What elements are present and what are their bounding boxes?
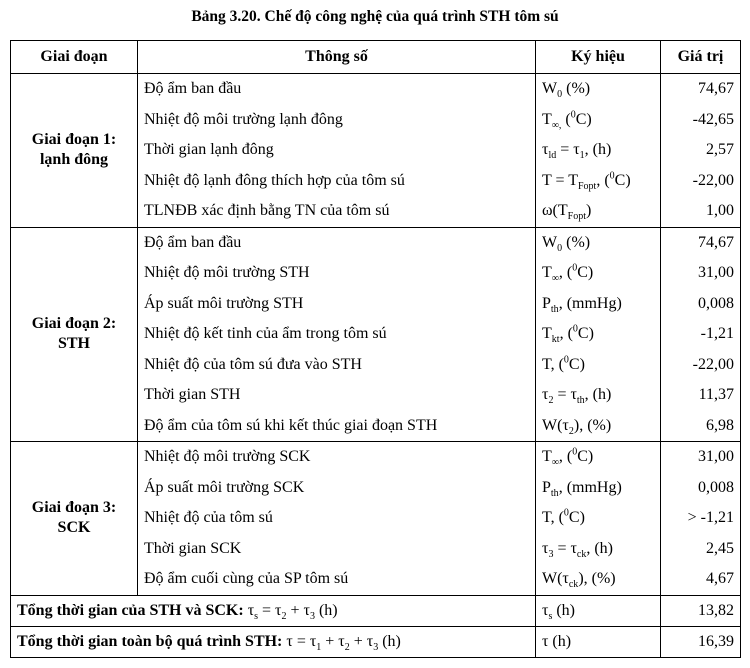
header-symbol: Ký hiệu (536, 41, 661, 74)
parameter-cell: Nhiệt độ môi trường STH (138, 258, 536, 289)
stage-label (11, 74, 138, 228)
total-row (11, 595, 741, 626)
value-cell: 2,45 (661, 534, 741, 565)
table-row (11, 74, 741, 105)
value-cell: 2,57 (661, 135, 741, 166)
stage-label-line2: SCK (57, 519, 91, 537)
header-value: Giá trị (661, 41, 741, 74)
symbol-cell: $\omega(T_{Fopt})$ (536, 196, 661, 227)
value-cell: 0,008 (661, 289, 741, 320)
parameter-cell: Độ ẩm của tôm sú khi kết thúc giai đoạn STH (138, 411, 536, 442)
symbol-cell: $P_{th}$, (mmHg) (536, 473, 661, 504)
symbol-cell: $\tau_3 = \tau_{ck}$, (h) (536, 534, 661, 565)
parameter-cell: Nhiệt độ môi trường SCK (138, 442, 536, 473)
value-cell: 4,67 (661, 564, 741, 595)
parameter-cell: Độ ẩm ban đầu (138, 74, 536, 105)
symbol-cell: $T_{\infty,}$ ($^0$C) (536, 105, 661, 136)
total-label (11, 595, 536, 626)
total-label-text: Tổng thời gian toàn bộ quá trình STH: (17, 632, 283, 650)
parameter-cell: Nhiệt độ lạnh đông thích hợp của tôm sú (138, 166, 536, 197)
header-stage: Giai đoạn (11, 41, 138, 74)
total-label-text: Tổng thời gian của STH và SCK: (17, 601, 244, 619)
value-cell: 13,82 (661, 595, 741, 626)
stage-label (11, 227, 138, 442)
value-cell: 74,67 (661, 227, 741, 258)
value-cell: -22,00 (661, 350, 741, 381)
parameter-cell: Độ ẩm cuối cùng của SP tôm sú (138, 564, 536, 595)
symbol-cell: $T_\infty$, ($^0$C) (536, 442, 661, 473)
table-row (11, 442, 741, 473)
stage-label (11, 442, 138, 596)
value-cell: 0,008 (661, 473, 741, 504)
value-cell: -42,65 (661, 105, 741, 136)
value-cell: > -1,21 (661, 503, 741, 534)
total-formula: $\tau = \tau_1 + \tau_2 + \tau_3$ (h) (282, 632, 401, 653)
symbol-cell: T, ($^0$C) (536, 350, 661, 381)
parameter-cell: Áp suất môi trường SCK (138, 473, 536, 504)
value-cell: 31,00 (661, 442, 741, 473)
symbol-cell: $W(\tau_2)$, (%) (536, 411, 661, 442)
symbol-cell: $\tau_{ld} = \tau_1$, (h) (536, 135, 661, 166)
value-cell: 1,00 (661, 196, 741, 227)
value-cell: 31,00 (661, 258, 741, 289)
parameter-cell: Nhiệt độ của tôm sú đưa vào STH (138, 350, 536, 381)
table-header-row (11, 41, 741, 74)
parameter-cell: Nhiệt độ kết tinh của ẩm trong tôm sú (138, 319, 536, 350)
total-formula: $\tau_s = \tau_2 + \tau_3$ (h) (243, 601, 338, 622)
parameter-cell: Nhiệt độ môi trường lạnh đông (138, 105, 536, 136)
symbol-cell: $P_{th}$, (mmHg) (536, 289, 661, 320)
process-parameters-table (10, 40, 741, 658)
stage-label-line1: Giai đoạn 1: (31, 131, 117, 149)
stage-label-line2: lạnh đông (39, 151, 109, 169)
stage-label-line2: STH (57, 335, 90, 353)
parameter-cell: TLNĐB xác định bằng TN của tôm sú (138, 196, 536, 227)
stage-label-line1: Giai đoạn 3: (31, 499, 117, 517)
value-cell: 74,67 (661, 74, 741, 105)
symbol-cell: $\tau_s$ (h) (536, 595, 661, 626)
symbol-cell: $W_0$ (%) (536, 227, 661, 258)
value-cell: 16,39 (661, 626, 741, 657)
value-cell: -22,00 (661, 166, 741, 197)
parameter-cell: Thời gian STH (138, 380, 536, 411)
value-cell: 11,37 (661, 380, 741, 411)
table-caption: Bảng 3.20. Chế độ công nghệ của quá trình STH tôm sú (191, 8, 559, 25)
symbol-cell: $T_{kt}$, ($^0$C) (536, 319, 661, 350)
symbol-cell: $\tau_2 = \tau_{th}$, (h) (536, 380, 661, 411)
parameter-cell: Thời gian SCK (138, 534, 536, 565)
symbol-cell: τ (h) (536, 626, 661, 657)
value-cell: -1,21 (661, 319, 741, 350)
total-label (11, 626, 536, 657)
table-row (11, 227, 741, 258)
parameter-cell: Áp suất môi trường STH (138, 289, 536, 320)
header-parameter: Thông số (138, 41, 536, 74)
symbol-cell: $W(\tau_{ck})$, (%) (536, 564, 661, 595)
parameter-cell: Nhiệt độ của tôm sú (138, 503, 536, 534)
total-row (11, 626, 741, 657)
parameter-cell: Độ ẩm ban đầu (138, 227, 536, 258)
symbol-cell: $T_\infty$, ($^0$C) (536, 258, 661, 289)
symbol-cell: $T = T_{Fopt}$, ($^0$C) (536, 166, 661, 197)
parameter-cell: Thời gian lạnh đông (138, 135, 536, 166)
value-cell: 6,98 (661, 411, 741, 442)
stage-label-line1: Giai đoạn 2: (31, 315, 117, 333)
symbol-cell: $W_0$ (%) (536, 74, 661, 105)
symbol-cell: T, ($^0$C) (536, 503, 661, 534)
